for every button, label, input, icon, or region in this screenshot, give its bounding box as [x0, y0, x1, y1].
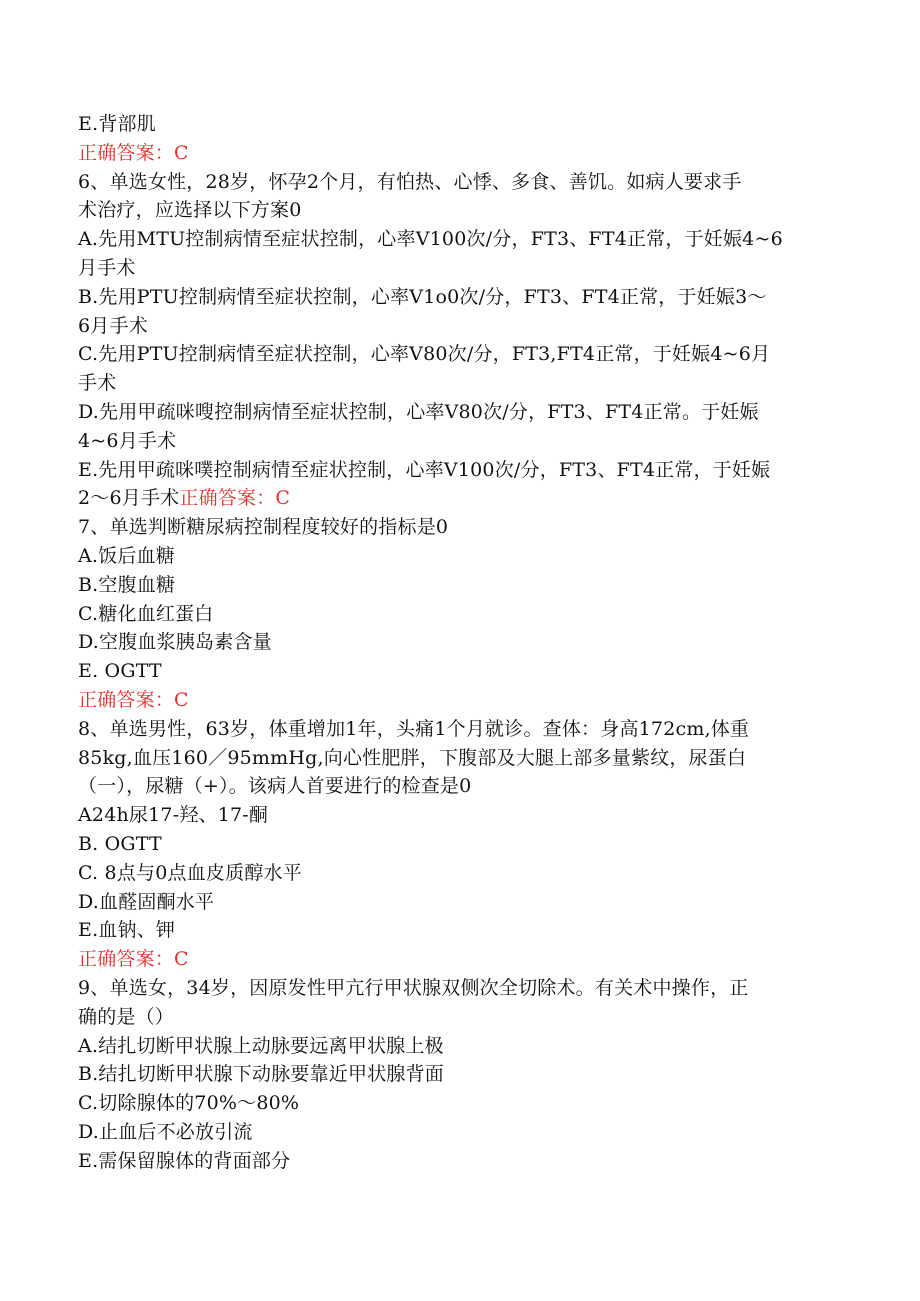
- line-text: E.先用甲疏咪噗控制病情至症状控制，心率V100次/分，FT3、FT4正常，于妊娠: [78, 458, 771, 481]
- text-line: [78, 916, 848, 945]
- text-line: [78, 628, 848, 657]
- line-text: 2～6月手术: [78, 487, 180, 510]
- line-text: A.结扎切断甲状腺上动脉要远离甲状腺上极: [78, 1034, 444, 1057]
- correct-answer: 正确答案：C: [78, 141, 189, 164]
- line-text: E.需保留腺体的背面部分: [78, 1149, 291, 1172]
- text-line: [78, 715, 848, 744]
- line-text: 手术: [78, 372, 117, 395]
- line-text: 8、单选男性，63岁，体重增加1年，头痛1个月就诊。查体：身高172cm,体重: [78, 717, 750, 740]
- answer-line: [78, 686, 848, 715]
- line-text: 6、单选女性，28岁，怀孕2个月，有怕热、心悸、多食、善饥。如病人要求手: [78, 170, 742, 193]
- answer-line: [78, 139, 848, 168]
- line-text: D.空腹血浆胰岛素含量: [78, 631, 272, 654]
- line-text: 确的是（）: [78, 1005, 175, 1028]
- text-line: [78, 340, 848, 369]
- line-text: B. OGTT: [78, 832, 162, 855]
- text-line: [78, 398, 848, 427]
- line-text: C. 8点与0点血皮质醇水平: [78, 861, 302, 884]
- text-line: [78, 772, 848, 801]
- line-text: D.止血后不必放引流: [78, 1120, 253, 1143]
- line-text: 85kg,血压160／95mmHg,向心性肥胖，下腹部及大腿上部多量紫纹，尿蛋白: [78, 746, 747, 769]
- line-text: A.饭后血糖: [78, 544, 175, 567]
- text-line: [78, 225, 848, 254]
- text-line: [78, 1032, 848, 1061]
- text-line: [78, 513, 848, 542]
- text-line: [78, 888, 848, 917]
- text-line: [78, 168, 848, 197]
- line-text: B.空腹血糖: [78, 573, 176, 596]
- text-line: [78, 110, 848, 139]
- line-text: B.结扎切断甲状腺下动脉要靠近甲状腺背面: [78, 1063, 445, 1086]
- text-line: [78, 542, 848, 571]
- line-text: C.先用PTU控制病情至症状控制，心率V80次/分，FT3,FT4正常，于妊娠4~6月: [78, 343, 771, 366]
- line-text: 4~6月手术: [78, 429, 177, 452]
- line-text: A24h尿17-羟、17-酮: [78, 804, 269, 827]
- text-line: [78, 1147, 848, 1176]
- line-text: C.糖化血红蛋白: [78, 602, 214, 625]
- text-line: [78, 974, 848, 1003]
- line-text: B.先用PTU控制病情至症状控制，心率V1o0次/分，FT3、FT4正常，于妊娠3～: [78, 285, 767, 308]
- line-text: A.先用MTU控制病情至症状控制，心率V100次/分，FT3、FT4正常，于妊娠4~6: [78, 228, 783, 251]
- text-line: [78, 1089, 848, 1118]
- text-line: [78, 196, 848, 225]
- correct-answer: 正确答案：C: [179, 487, 291, 510]
- text-line: [78, 254, 848, 283]
- text-line: [78, 801, 848, 830]
- text-line: [78, 830, 848, 859]
- correct-answer: 正确答案：C: [78, 688, 189, 711]
- line-text: E.血钠、钾: [78, 919, 176, 942]
- text-line: [78, 744, 848, 773]
- text-line: [78, 456, 848, 485]
- correct-answer: 正确答案：C: [78, 948, 189, 971]
- text-line: [78, 484, 848, 513]
- text-line: [78, 369, 848, 398]
- line-text: （一），尿糖（+）。该病人首要进行的检查是0: [78, 775, 472, 798]
- line-text: E.背部肌: [78, 113, 156, 135]
- text-line: [78, 1003, 848, 1032]
- document-body: [78, 110, 848, 1175]
- line-text: 术治疗，应选择以下方案0: [78, 199, 302, 222]
- line-text: D.先用甲疏咪嗖控制病情至症状控制，心率V80次/分，FT3、FT4正常。于妊娠: [78, 400, 759, 423]
- text-line: [78, 657, 848, 686]
- text-line: [78, 571, 848, 600]
- line-text: 7、单选判断糖尿病控制程度较好的指标是0: [78, 516, 449, 539]
- line-text: C.切除腺体的70%～80%: [78, 1092, 300, 1115]
- answer-line: [78, 945, 848, 974]
- line-text: 月手术: [78, 256, 136, 279]
- line-text: D.血醛固酮水平: [78, 890, 215, 913]
- text-line: [78, 312, 848, 341]
- text-line: [78, 283, 848, 312]
- line-text: 9、单选女，34岁，因原发性甲亢行甲状腺双侧次全切除术。有关术中操作，正: [78, 976, 749, 999]
- line-text: 6月手术: [78, 314, 148, 337]
- text-line: [78, 859, 848, 888]
- line-text: E. OGTT: [78, 660, 162, 683]
- text-line: [78, 600, 848, 629]
- text-line: [78, 427, 848, 456]
- text-line: [78, 1060, 848, 1089]
- text-line: [78, 1118, 848, 1147]
